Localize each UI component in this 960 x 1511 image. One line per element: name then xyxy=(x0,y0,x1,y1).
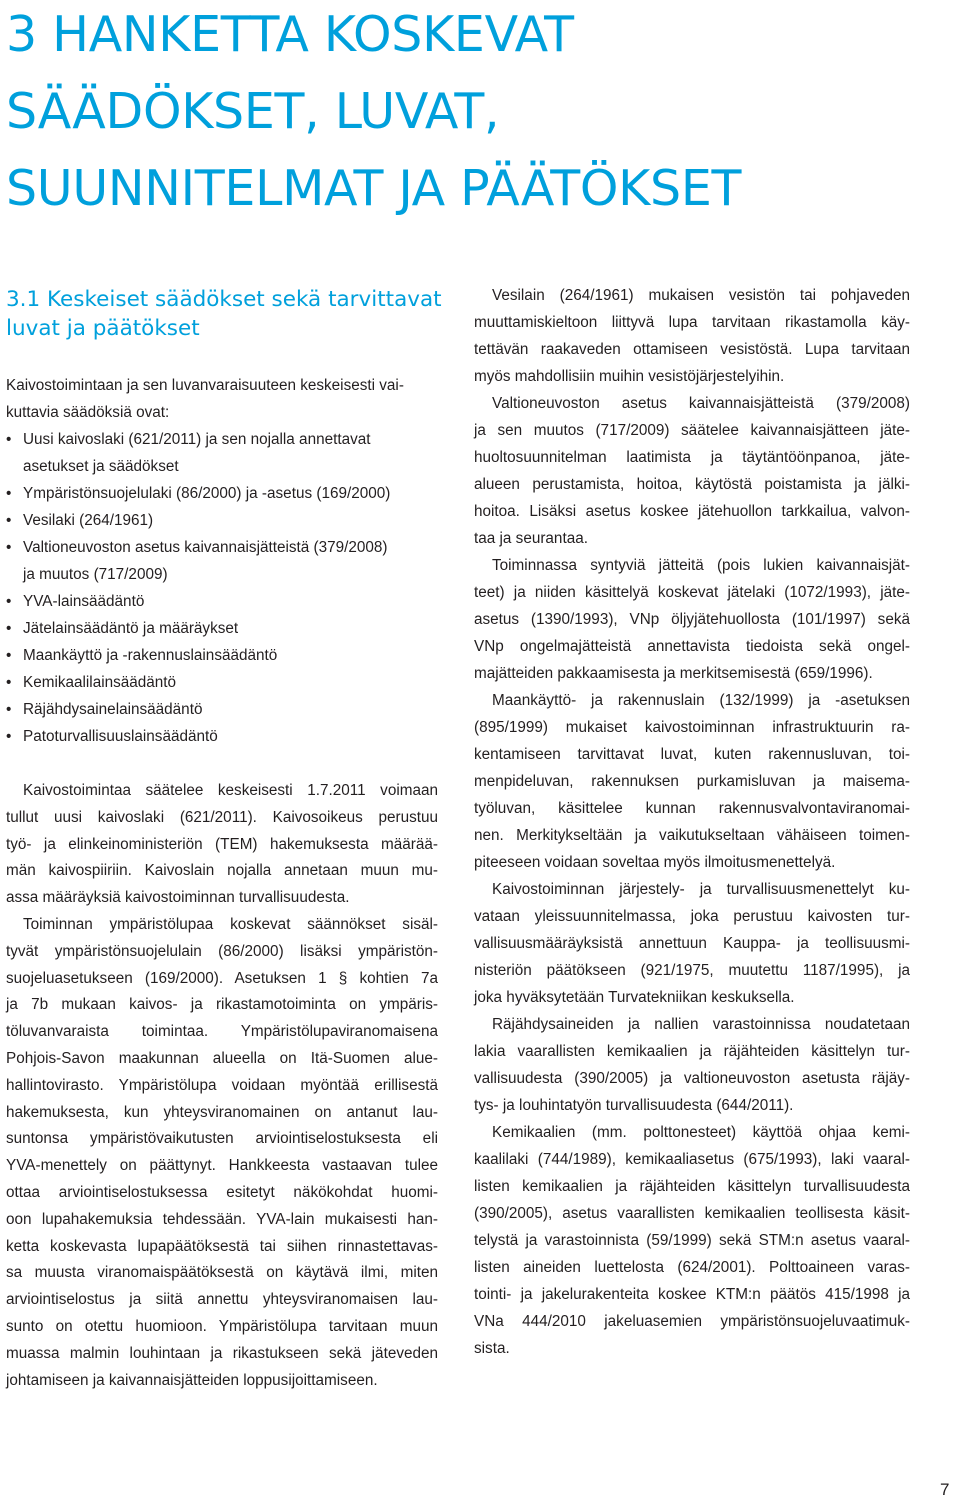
list-item-line: • Valtioneuvoston asetus kaivannaisjätteistä (379/2008) xyxy=(23,539,388,556)
paragraph-line: tullut uusi kaivoslaki (621/2011). Kaivosoikeus perustuu xyxy=(6,808,438,826)
paragraph-line: hoitoa. Lisäksi asetus koskee jätehuollon tarkkailua, valvon- xyxy=(474,503,910,520)
paragraph xyxy=(474,390,910,552)
paragraph-line: assa määräyksiä kaivostoiminnan turvallisuudesta. xyxy=(6,889,350,907)
list-item-line: • Kemikaalilainsäädäntö xyxy=(23,674,177,691)
left-column xyxy=(6,285,442,1394)
paragraph-line: Kaivostoiminnan järjestely- ja turvallisuusmenettelyt ku- xyxy=(492,881,910,898)
list-item xyxy=(6,615,438,642)
paragraph xyxy=(6,778,438,912)
list-item xyxy=(6,507,438,534)
paragraph-line: (390/2005), asetus vaarallisten kemikaalien teollisesta käsit- xyxy=(474,1205,910,1222)
paragraph-line: Valtioneuvoston asetus kaivannaisjätteistä (379/2008) xyxy=(492,395,910,412)
section-title xyxy=(6,285,442,343)
paragraph-line: tettävän raakaveden ottamiseen vesistöstä. Lupa tarvitaan xyxy=(474,341,910,358)
paragraph-line: kentamiseen tarvittavat luvat, kuten rakennusluvan, toi- xyxy=(474,746,910,763)
paragraph-line: YVA-menettely on päättynyt. Hankkeesta vastaavan tulee xyxy=(6,1157,438,1175)
paragraph-line: tys- ja louhintatyön turvallisuudesta (644/2011). xyxy=(474,1097,794,1114)
list-item xyxy=(6,696,438,723)
paragraph-line: muassa malmin louhintaan ja rikastukseen sekä jäteveden xyxy=(6,1344,438,1362)
list-item-line: • Maankäyttö ja -rakennuslainsäädäntö xyxy=(23,647,278,664)
paragraph-line: muuttamiskieltoon liittyvä lupa tarvitaan rikastamolla käy- xyxy=(474,314,910,331)
paragraph-line: työluvan, käsittelee kunnan rakennusvalvontaviranomai- xyxy=(474,800,910,817)
paragraph xyxy=(474,1119,910,1362)
list-item xyxy=(6,480,438,507)
paragraph-line: män kaivospiiriin. Kaivoslain nojalla annetaan muun mu- xyxy=(6,862,438,880)
paragraph-line: sa muusta viranomaispäätöksestä on käytävä ilmi, miten xyxy=(6,1264,438,1282)
paragraph-line: (895/1999) mukaiset kaivostoiminnan infrastruktuurin ra- xyxy=(474,719,910,736)
list-item xyxy=(6,426,438,480)
right-column xyxy=(474,282,910,1362)
list-item xyxy=(6,723,438,750)
paragraph-line: arviointiselostus ja siitä annettu yhteysviranomaisen lau- xyxy=(6,1291,438,1309)
paragraph xyxy=(474,282,910,390)
paragraph-line: nisteriön päätökseen (921/1975, muutettu 1187/1995), ja xyxy=(474,962,910,979)
paragraph-line: sunto on otettu huomioon. Ympäristölupa tarvitaan muun xyxy=(6,1317,438,1335)
paragraph-line: nen. Merkitykseltään ja vaikutukseltaan vähäiseen toimen- xyxy=(474,827,910,844)
paragraph-line: Pohjois-Savon maakunnan alueella on Itä-Suomen alue- xyxy=(6,1049,438,1067)
chapter-title xyxy=(6,0,741,227)
list-item-line: • Uusi kaivoslaki (621/2011) ja sen nojalla annettavat xyxy=(23,431,371,448)
paragraph-line: hallintovirasto. Ympäristölupa voidaan myöntää erillisestä xyxy=(6,1076,438,1094)
paragraph-line: menpideluvan, rakennuksen purkamisluvan ja maisema- xyxy=(474,773,910,790)
paragraph-line: Toiminnan ympäristölupaa koskevat säännökset sisäl- xyxy=(23,915,438,933)
list-item-line: • Vesilaki (264/1961) xyxy=(23,512,154,529)
chapter-title-line: 3 HANKETTA KOSKEVAT xyxy=(6,6,574,63)
left-body xyxy=(6,778,438,1394)
chapter-title-line: SÄÄDÖKSET, LUVAT, xyxy=(6,83,500,140)
section-title-line: luvat ja päätökset xyxy=(6,316,200,341)
paragraph-line: Maankäyttö- ja rakennuslain (132/1999) ja -asetuksen xyxy=(492,692,910,709)
list-item xyxy=(6,669,438,696)
paragraph-line: hakemuksesta, kun yhteysviranomainen on antanut lau- xyxy=(6,1103,438,1121)
paragraph xyxy=(6,912,438,1394)
paragraph-line: telystä ja varastoinnista (59/1999) sekä STM:n asetus vaaral- xyxy=(474,1232,910,1249)
list-item-line: • Patoturvallisuuslainsäädäntö xyxy=(23,728,218,745)
paragraph xyxy=(474,1011,910,1119)
paragraph-line: johtamiseen ja kaivannaisjätteiden loppusijoittamiseen. xyxy=(6,1371,378,1389)
spacer xyxy=(6,750,438,778)
intro-line: kuttavia säädöksiä ovat: xyxy=(6,404,170,421)
paragraph-line: vataan yleissuunnitelmassa, joka perustuu kaivosten tur- xyxy=(474,908,910,925)
paragraph-line: listen aineiden luettelosta (624/2001). Polttoaineen varas- xyxy=(474,1259,910,1276)
intro-line: Kaivostoimintaan ja sen luvanvaraisuuteen keskeisesti vai- xyxy=(6,377,404,394)
paragraph-line: asetus (1390/1993), VNp öljyjätehuollosta (101/1997) sekä xyxy=(474,611,910,628)
list-item xyxy=(6,534,438,588)
paragraph-line: listen kemikaalien ja räjähteiden käsittelyn turvallisuudesta xyxy=(474,1178,910,1195)
paragraph-line: VNp ongelmajätteistä annettavista tiedoista sekä ongel- xyxy=(474,638,910,655)
paragraph-line: suntonsa ympäristövaikutusten arviointiselostuksesta eli xyxy=(6,1130,438,1148)
paragraph-line: piteeseen voidaan soveltaa myös ilmoitusmenettelyä. xyxy=(474,854,836,871)
paragraph-line: vallisuusmääräyksistä annettuun Kauppa- ja teollisuusmi- xyxy=(474,935,910,952)
list-item-line: • YVA-lainsäädäntö xyxy=(23,593,145,610)
paragraph-line: tyvät ympäristönsuojelulain (86/2000) lisäksi ympäristön- xyxy=(6,942,438,960)
list-item-line: • Ympäristönsuojelulaki (86/2000) ja -asetus (169/2000) xyxy=(23,485,391,502)
paragraph-line: Toiminnassa syntyviä jätteitä (pois lukien kaivannaisjät- xyxy=(492,557,910,574)
list-item xyxy=(6,642,438,669)
list-item xyxy=(6,588,438,615)
paragraph-line: taa ja seurantaa. xyxy=(474,530,588,547)
paragraph-line: teet) ja niiden käsittelyä koskevat jätelaki (1072/1993), jäte- xyxy=(474,584,910,601)
paragraph-line: vallisuudesta (390/2005) ja valtioneuvoston asetusta räjäy- xyxy=(474,1070,910,1087)
paragraph-line: tointi- ja jakelurakenteita koskee KTM:n päätös 415/1998 ja xyxy=(474,1286,910,1303)
paragraph-line: myös mahdollisiin muihin vesistöjärjestelyihin. xyxy=(474,368,785,385)
paragraph-line: ja sen muutos (717/2009) säätelee kaivannaisjätteen jäte- xyxy=(474,422,910,439)
chapter-title-line: SUUNNITELMAT JA PÄÄTÖKSET xyxy=(6,160,742,217)
paragraph-line: ketta koskevasta lupapäätöksestä tai siihen rinnastettavas- xyxy=(6,1237,438,1255)
paragraph-line: Kemikaalien (mm. polttonesteet) käyttöä ohjaa kemi- xyxy=(492,1124,910,1141)
paragraph xyxy=(474,876,910,1011)
paragraph-line: työ- ja elinkeinoministeriön (TEM) hakemuksesta määrää- xyxy=(6,835,438,853)
list-item-line: ja muutos (717/2009) xyxy=(23,566,168,583)
paragraph-line: Vesilain (264/1961) mukaisen vesistön tai pohjaveden xyxy=(492,287,910,304)
paragraph-line: Räjähdysaineiden ja nallien varastoinnissa noudatetaan xyxy=(492,1016,910,1033)
paragraph-line: sista. xyxy=(474,1340,510,1357)
paragraph-line: ja 7b mukaan kaivos- ja rikastamotoiminta on ympäris- xyxy=(6,996,438,1014)
paragraph xyxy=(474,687,910,876)
paragraph-line: ottaa arviointiselostuksessa esitetyt näkökohdat huomi- xyxy=(6,1183,438,1201)
paragraph-line: lakia vaarallisten kemikaalien ja räjähteiden käsittelyn tur- xyxy=(474,1043,910,1060)
regulation-list xyxy=(6,426,438,750)
paragraph-line: suojeluasetukseen (169/2000). Asetuksen 1 § kohtien 7a xyxy=(6,969,438,987)
paragraph-line: VNa 444/2010 jakeluasemien ympäristönsuojeluvaatimuk- xyxy=(474,1313,910,1330)
paragraph-line: majätteiden pakkaamisesta ja merkitsemisestä (659/1996). xyxy=(474,665,873,682)
paragraph xyxy=(474,552,910,687)
paragraph-line: joka hyväksytetään Turvatekniikan keskuksella. xyxy=(474,989,795,1006)
list-item-line: asetukset ja säädökset xyxy=(23,458,179,475)
paragraph-line: huoltosuunnitelman laatimista ja täytäntöönpanoa, jäte- xyxy=(474,449,910,466)
intro-text xyxy=(6,372,438,426)
paragraph-line: töluvanvaraista toimintaa. Ympäristölupaviranomaisena xyxy=(6,1023,438,1041)
list-item-line: • Jätelainsäädäntö ja määräykset xyxy=(23,620,239,637)
paragraph-line: Kaivostoimintaa säätelee keskeisesti 1.7.2011 voimaan xyxy=(23,782,438,799)
paragraph-line: kaalilaki (744/1989), kemikaaliasetus (675/1993), laki vaaral- xyxy=(474,1151,910,1168)
paragraph-line: oon lupahakemuksia tehdessään. YVA-lain mukaisesti han- xyxy=(6,1210,438,1228)
paragraph-line: alueen perustamista, hoitoa, käytöstä poistamista ja jälki- xyxy=(474,476,910,493)
page-number: 7 xyxy=(940,1480,950,1499)
section-title-line: 3.1 Keskeiset säädökset sekä tarvittavat xyxy=(6,287,442,312)
list-item-line: • Räjähdysainelainsäädäntö xyxy=(23,701,203,718)
